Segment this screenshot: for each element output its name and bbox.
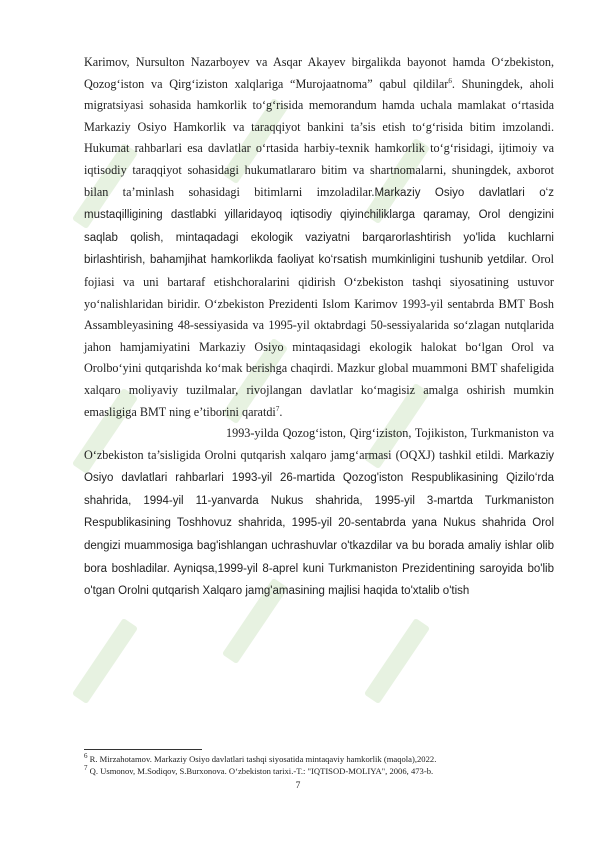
footnote-6 <box>84 753 554 765</box>
page-number: 7 <box>295 781 301 791</box>
footnote-text: Q. Usmonov, M.Sodiqov, S.Burxonova. O‘zbekiston tarixi.-T.: "IQTISOD-MOLIYA", 2006, 473-b. <box>87 766 434 776</box>
paragraph-2-text-a: 1993-yilda Qozog‘iston, Qirg‘iziston, Tojikiston, Turkmaniston va O‘zbekiston ta’sisligida Orolni qutqarish xalqaro jamg‘armasi (OQXJ) tashkil etildi. <box>84 426 554 462</box>
paragraph-2-text-b: Markaziy Osiyo davlatlari rahbarlari 1993-yil 26-martida Qozog'iston Respublikasining Qizilo‘rda shahrida, 1994-yil 11-yanvarda Nukus shahrida, 1995-yil 3-martda Turkmaniston Respublikasining Toshhovuz shahrida, 1995-yil 20-sentabrda yana Nukus shahrida Orol dengizi muammosiga bag'ishlangan uchrashuvlar o'tkazdilar va bu borada amaliy ishlar olib bora boshladilar. Ayniqsa,1999-yil 8-aprel kuni Turkmaniston Prezidentining saroyida bo'lib o'tgan Orolni qutqarish Xalqaro jamg'amasining majlisi haqida to'xtalib o'tish <box>84 449 554 598</box>
paragraph-2 <box>84 423 554 603</box>
footnote-ref-7[interactable]: 7 <box>275 404 280 413</box>
footnotes <box>84 753 554 777</box>
paragraph-1-text-b: . Shuningdek, aholi migratsiyasi sohasida hamkorlik to‘g‘risida memorandum hamda uchala mamlakat o‘rtasida Markaziy Osiyo Hamkorlik va taraqqiyot bankini ta’sis etish to‘g‘risida bitim imzolandi. Hukumat rahbarlari esa davlatlar o‘rtasida harbiy-texnik hamkorlik to‘g‘risidagi, ijtimoiy va iqtisodiy taraqqiyot sohasidagi hukumatlararo bitim va shartnomalarni, shuningdek, axborot bilan ta’minlash sohasidagi bitimlarni imzoladilar. <box>84 76 554 199</box>
paragraph-1 <box>84 52 554 423</box>
footnote-divider <box>84 749 202 750</box>
footnote-text: R. Mirzahotamov. Markaziy Osiyo davlatlari tashqi siyosatida mintaqaviy hamkorlik (maqola),2022. <box>87 754 437 764</box>
paragraph-1-text-c: Markaziy Osiyo davlatlari o‘z mustaqilligining dastlabki yillaridayoq iqtisodiy qiyinchiliklarga qaramay, Orol dengizini saqlab qolish, mintaqadagi ekologik vaziyatni barqarorlashtirish yo'lida kuchlarni birlashtirish, bahamjihat hamkorlikda faoliyat ko‘rsatish mumkinligini tushunib yetdilar. <box>84 186 554 267</box>
footnote-number: 6 <box>84 752 88 761</box>
footnote-number: 7 <box>84 764 88 773</box>
page-body <box>84 52 554 603</box>
footnote-ref-6[interactable]: 6 <box>448 76 452 85</box>
paragraph-1-text-d: Orol fojiasi va uni bartaraf etishchoralarini qidirish O‘zbekiston tashqi siyosatining ustuvor yo‘nalishlaridan biridir. O‘zbekiston Prezidenti Islom Karimov 1993-yil sentabrda BMT Bosh Assambleyasining 48-sessiyasida va 1995-yil oktabrdagi 50-sessiyalarida so‘zlagan nutqlarida jahon hamjamiyatini Markaziy Osiyo mintaqasidagi ekologik halokat bo‘lgan Orol va Orolbo‘yini qutqarishda ko‘mak berishga chaqirdi. Mazkur global muammoni BMT shafeligida xalqaro moliyaviy tuzilmalar, rivojlangan davlatlar ko‘magisiz amalga oshirish mumkin emasligiga BMT ning e’tiborini qaratdi <box>84 252 554 419</box>
footnote-7 <box>84 765 554 777</box>
paragraph-1-text-a: Karimov, Nursulton Nazarboyev va Asqar Akayev birgalikda bayonot hamda O‘zbekiston, Qozog‘iston va Qirg‘iziston xalqlariga “Murojaatnoma” qabul qildilar <box>84 55 554 91</box>
paragraph-1-text-e: . <box>279 404 283 419</box>
